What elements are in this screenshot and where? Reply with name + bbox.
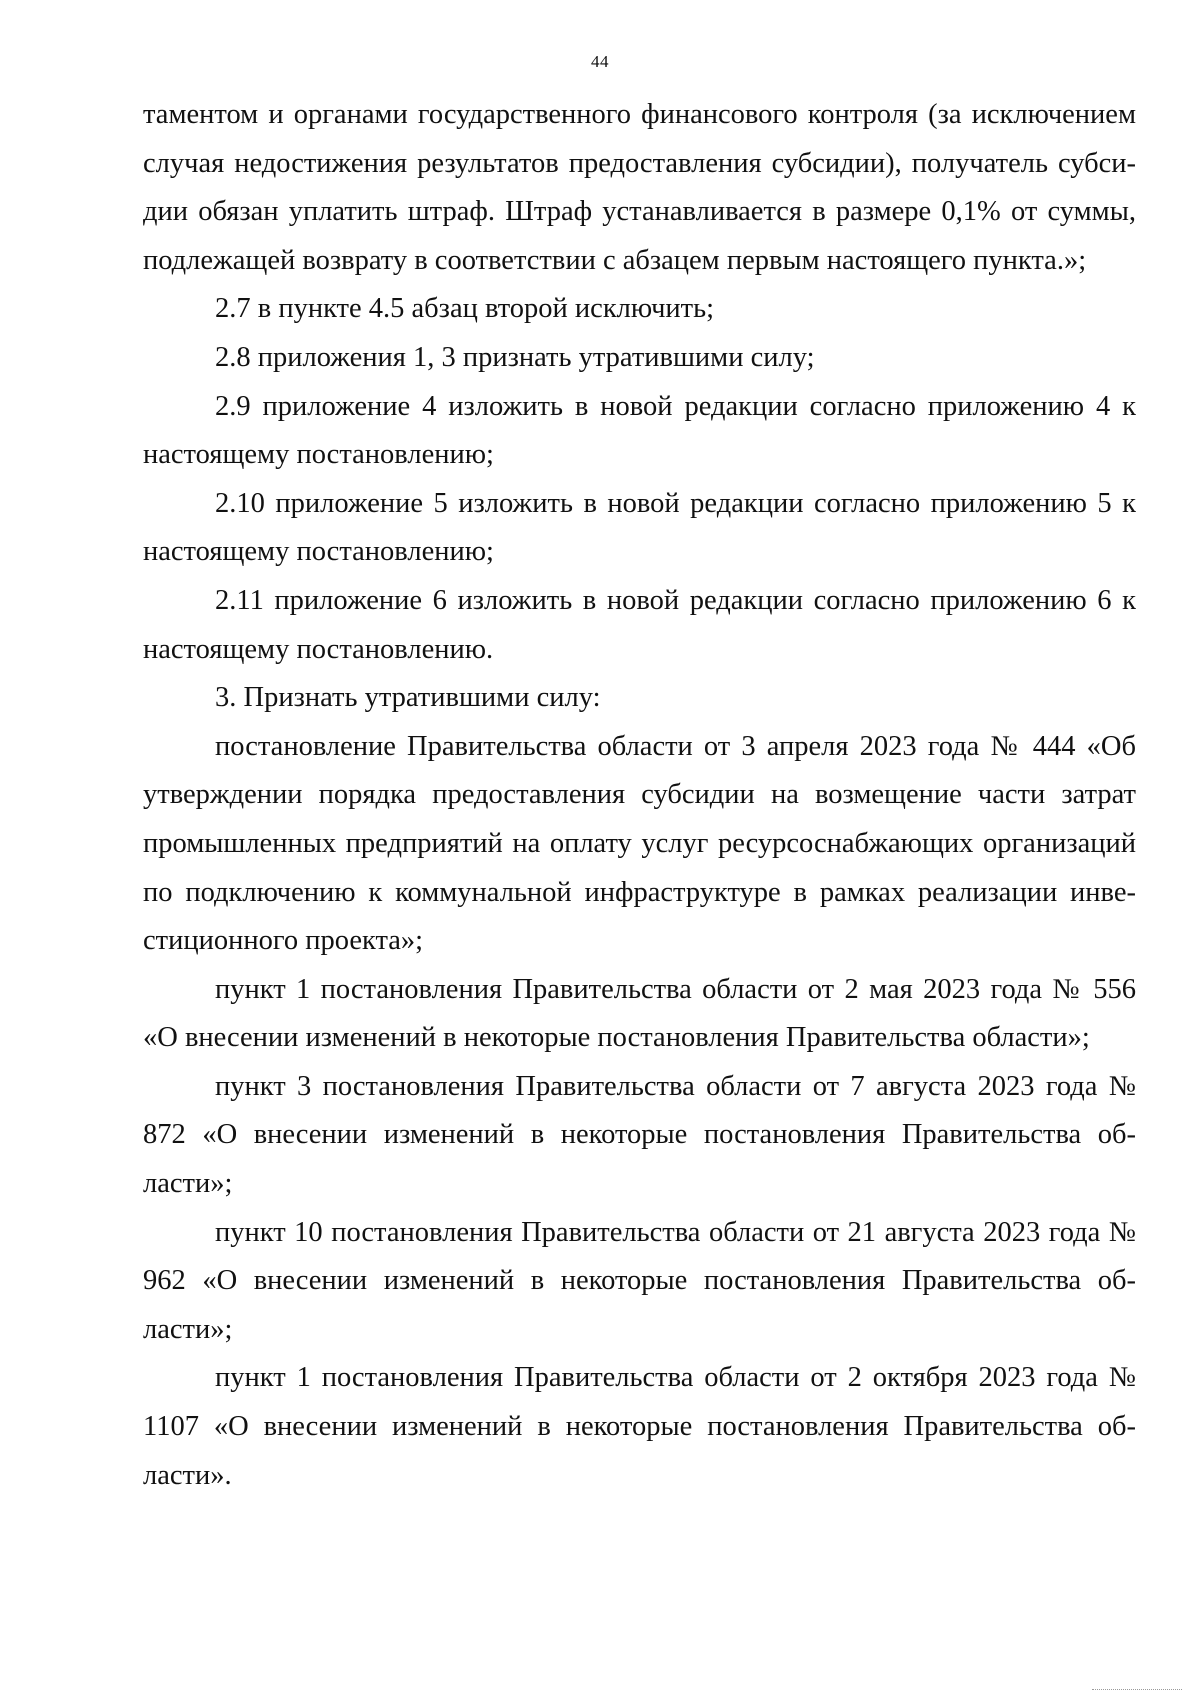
scan-artifact (1092, 1689, 1182, 1693)
document-body (143, 91, 1136, 1500)
repealed-item-962: пункт 10 постановления Правительства области от 21 августа 2023 года № 962 «О внесении изменений в некоторые постановления Правительства области»; (143, 1216, 1136, 1345)
paragraph-2-11: 2.11 приложение 6 изложить в новой редакции согласно приложению 6 к настоящему постановлению. (143, 584, 1136, 665)
paragraph-continuation: таментом и органами государственного финансового контроля (за исключением случая недостижения результатов предоставления субсидии), получатель субсидии обязан уплатить штраф. Штраф устанавливается в размере 0,1% от суммы, подлежащей возврату в соответствии с абзацем первым настоящего пункта.»; (143, 99, 1136, 276)
paragraph-2-10: 2.10 приложение 5 изложить в новой редакции согласно приложению 5 к настоящему постановлению; (143, 487, 1136, 568)
paragraph-2-7: 2.7 в пункте 4.5 абзац второй исключить; (215, 293, 715, 325)
paragraph-3-heading: 3. Признать утратившими силу: (215, 682, 601, 714)
repealed-item-1107: пункт 1 постановления Правительства области от 2 октября 2023 года № 1107 «О внесении изменений в некоторые постановления Правительства области». (143, 1362, 1136, 1491)
repealed-item-872: пункт 3 постановления Правительства области от 7 августа 2023 года № 872 «О внесении изменений в некоторые постановления Правительства области»; (143, 1070, 1136, 1200)
page-number: 44 (591, 52, 609, 71)
paragraph-2-8: 2.8 приложения 1, 3 признать утратившими силу; (215, 341, 815, 373)
paragraph-2-9: 2.9 приложение 4 изложить в новой редакции согласно приложению 4 к настоящему постановлению; (143, 390, 1136, 471)
repealed-item-556: пункт 1 постановления Правительства области от 2 мая 2023 года № 556 «О внесении изменений в некоторые постановления Правительства области»; (143, 973, 1136, 1054)
repealed-item-444: постановление Правительства области от 3 апреля 2023 года № 444 «Об утверждении порядка предоставления субсидии на возмещение части затрат промышленных предприятий на оплату услуг ресурсоснабжающих организаций по подключению к коммунальной инфраструктуре в рамках реализации инвестиционного проекта»; (143, 730, 1136, 957)
